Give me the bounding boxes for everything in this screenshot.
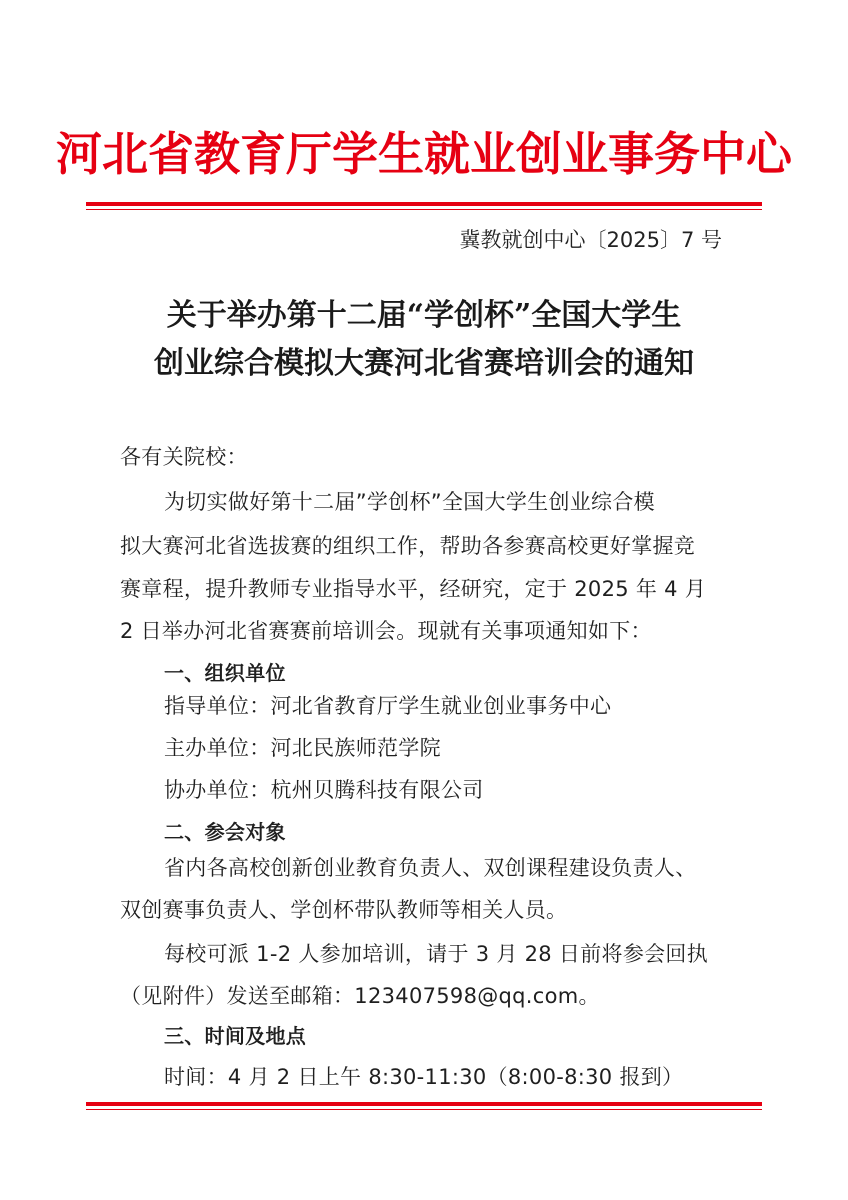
time-line: 时间：4 月 2 日上午 8:30-11:30（8:00-8:30 报到） [164, 1065, 684, 1089]
intro-line: 为切实做好第十二届”学创杯”全国大学生创业综合模 [164, 490, 655, 514]
attendee-line: 省内各高校创新创业教育负责人、双创课程建设负责人、 [164, 856, 697, 880]
footer-divider-thin [86, 1109, 762, 1110]
section-heading: 一、组织单位 [164, 661, 286, 685]
intro-line: 赛章程，提升教师专业指导水平，经研究，定于 2025 年 4 月 [120, 577, 707, 601]
attendee-line: 双创赛事负责人、学创杯带队教师等相关人员。 [120, 898, 568, 922]
document-number: 冀教就创中心〔2025〕7 号 [459, 228, 722, 252]
document-title-line-1: 关于举办第十二届“学创杯”全国大学生 [166, 298, 682, 333]
attendee-line: 每校可派 1-2 人参加培训，请于 3 月 28 日前将参会回执 [164, 942, 709, 966]
attendee-line: （见附件）发送至邮箱：123407598@qq.com。 [120, 984, 600, 1008]
org-item: 协办单位：杭州贝腾科技有限公司 [164, 778, 484, 802]
section-heading: 二、参会对象 [164, 820, 286, 844]
section-heading: 三、时间及地点 [164, 1024, 307, 1048]
salutation: 各有关院校： [120, 445, 248, 469]
header-divider [86, 202, 762, 206]
issuer-header: 河北省教育厅学生就业创业事务中心 [56, 127, 792, 181]
org-item: 主办单位：河北民族师范学院 [164, 736, 441, 760]
org-item: 指导单位：河北省教育厅学生就业创业事务中心 [164, 694, 612, 718]
header-divider-thin [86, 209, 762, 210]
intro-line: 2 日举办河北省赛赛前培训会。现就有关事项通知如下： [120, 619, 652, 643]
footer-divider [86, 1102, 762, 1106]
intro-line: 拟大赛河北省选拔赛的组织工作，帮助各参赛高校更好掌握竞 [120, 534, 696, 558]
document-title-line-2: 创业综合模拟大赛河北省赛培训会的通知 [154, 346, 694, 381]
